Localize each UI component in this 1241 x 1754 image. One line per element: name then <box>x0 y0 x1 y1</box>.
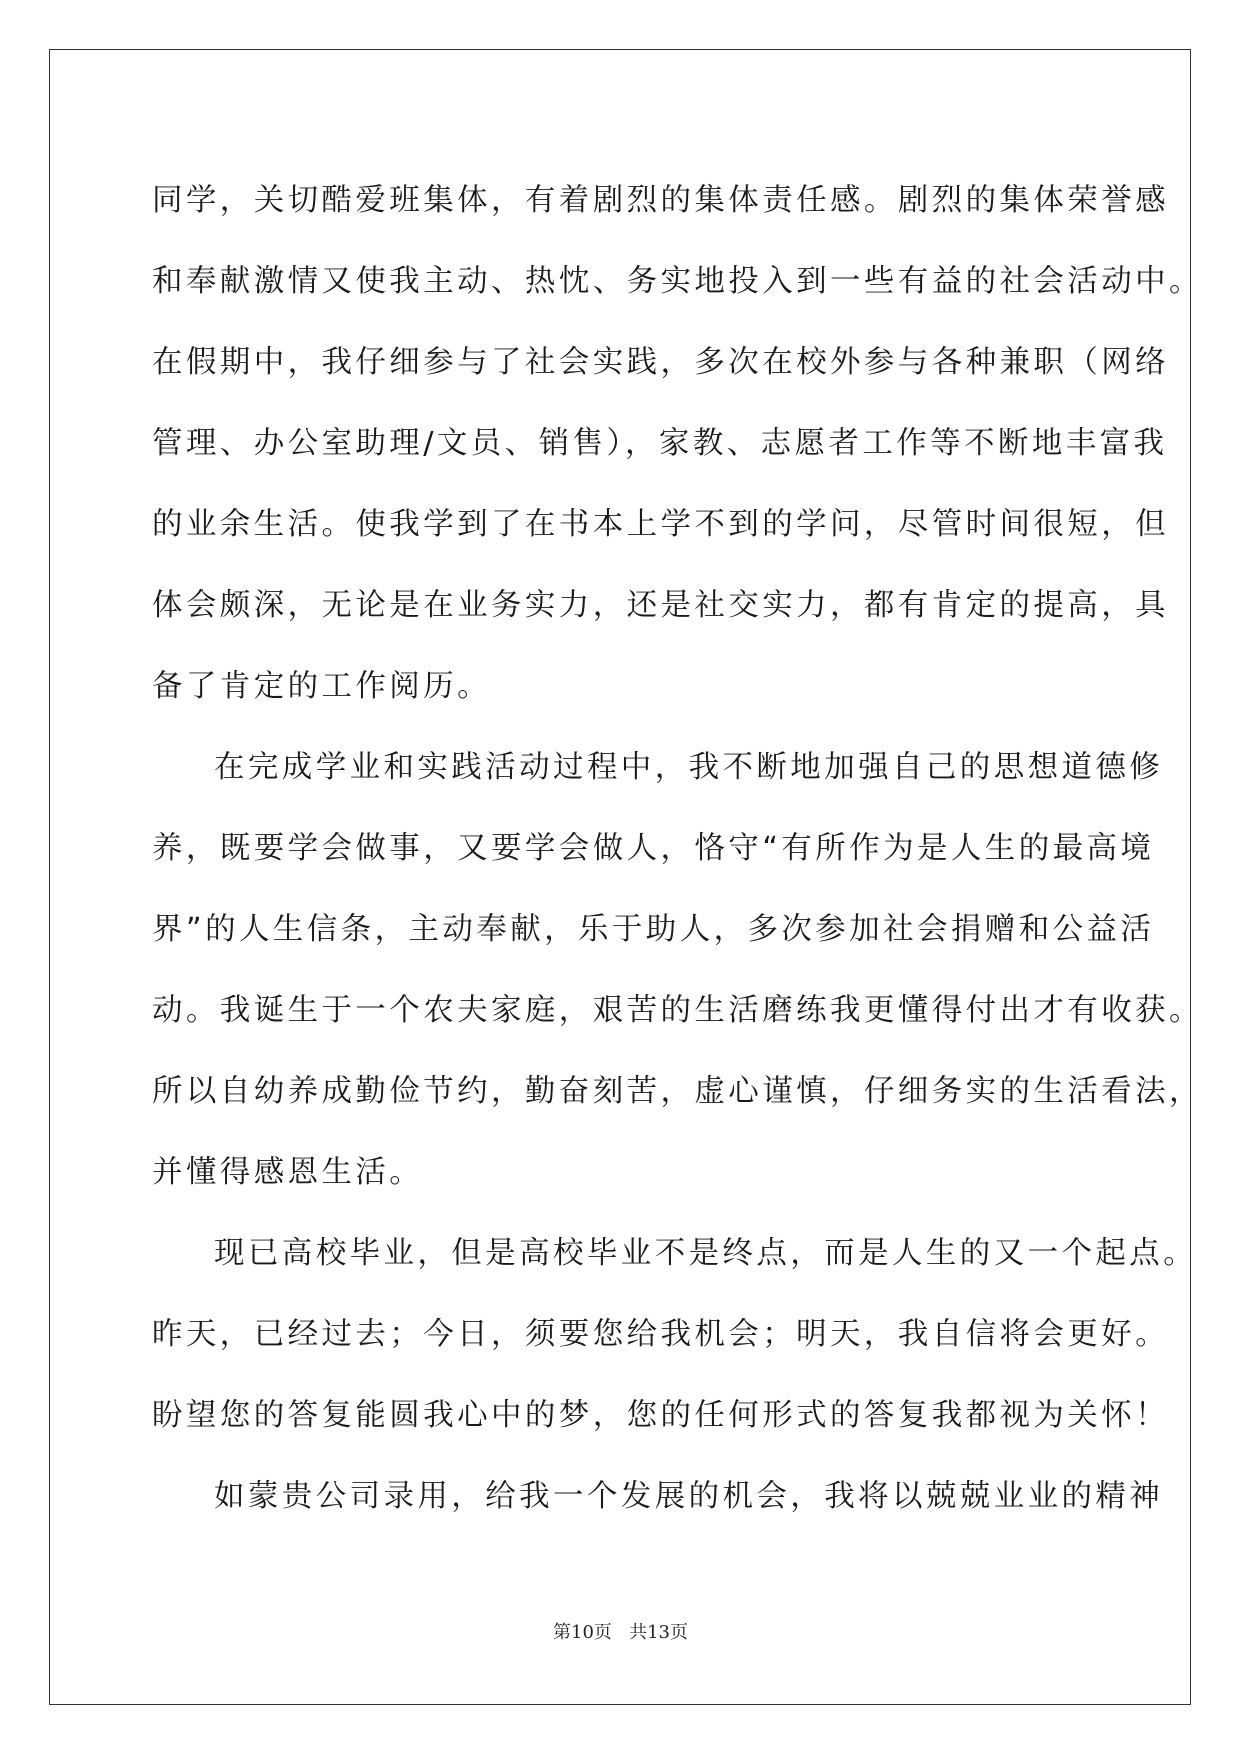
text-line: 盼望您的答复能圆我心中的梦，您的任何形式的答复我都视为关怀！ <box>152 1398 1169 1433</box>
text-line: 管理、办公室助理/文员、销售），家教、志愿者工作等不断地丰富我 <box>152 426 1168 461</box>
text-line: 界”的人生信条，主动奉献，乐于助人，多次参加社会捐赠和公益活 <box>152 912 1155 947</box>
text-line: 在完成学业和实践活动过程中，我不断地加强自己的思想道德修 <box>214 750 1164 785</box>
text-line: 的业余生活。使我学到了在书本上学不到的学问，尽管时间很短，但 <box>152 507 1169 542</box>
text-line: 动。我诞生于一个农夫家庭，艰苦的生活磨练我更懂得付出才有收获。 <box>152 993 1203 1028</box>
text-line: 备了肯定的工作阅历。 <box>152 669 491 704</box>
text-line: 和奉献激情又使我主动、热忱、务实地投入到一些有益的社会活动中。 <box>152 264 1203 299</box>
text-line: 在假期中，我仔细参与了社会实践，多次在校外参与各种兼职（网络 <box>152 345 1169 380</box>
text-line: 并懂得感恩生活。 <box>152 1155 424 1190</box>
document-body <box>152 160 1203 1537</box>
text-line: 体会颇深，无论是在业务实力，还是社交实力，都有肯定的提高，具 <box>152 588 1169 623</box>
text-line: 昨天，已经过去；今日，须要您给我机会；明天，我自信将会更好。 <box>152 1317 1169 1352</box>
text-line: 现已高校毕业，但是高校毕业不是终点，而是人生的又一个起点。 <box>214 1236 1198 1271</box>
page-number-footer: 第10页 共13页 <box>553 1622 688 1643</box>
text-line: 养，既要学会做事，又要学会做人，恪守“有所作为是人生的最高境 <box>152 831 1155 866</box>
text-line: 所以自幼养成勤俭节约，勤奋刻苦，虚心谨慎，仔细务实的生活看法， <box>152 1074 1203 1109</box>
text-line: 同学，关切酷爱班集体，有着剧烈的集体责任感。剧烈的集体荣誉感 <box>152 183 1169 218</box>
text-line: 如蒙贵公司录用，给我一个发展的机会，我将以兢兢业业的精神 <box>214 1479 1164 1514</box>
